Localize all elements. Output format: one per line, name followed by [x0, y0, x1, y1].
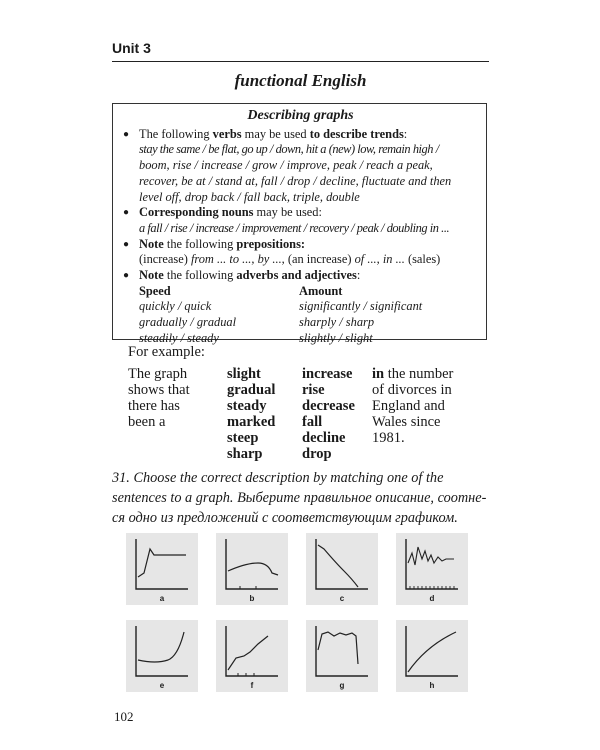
example-text: shows that [128, 382, 190, 398]
example-adjective: marked [227, 414, 276, 430]
example-column-3 [302, 366, 355, 462]
bullet-verbs: ● The following verbs may be used to describe trends: stay the same / be flat, go up / down, hit a (new) low, remain high / boom, rise / increase / grow / improve, peak / reach a peak, recover, be at / stand at, fall / drop / decline, fluctuate and then level off, drop back / fall back, triple, double [123, 127, 478, 206]
exercise-line: 31. Choose the correct description by matching one of the [112, 470, 444, 486]
page-number: 102 [114, 709, 134, 724]
example-text: England and [372, 398, 445, 414]
bullet-adverbs: ● Note the following adverbs and adjectives: Speed quickly / quick gradually / gradual steadily / steady Amount significantly / significant sharply / sharp slightly / slight [123, 268, 478, 347]
graph-b [216, 533, 288, 605]
unit-label: Unit 3 [112, 40, 151, 56]
graph-g [306, 620, 378, 692]
example-text: Wales since [372, 414, 441, 430]
verbs-line-2: boom, rise / increase / grow / improve, peak / reach a peak, [139, 158, 433, 173]
speed-column [139, 284, 299, 347]
amount-item: sharply / sharp [299, 315, 375, 330]
example-adjective: steep [227, 430, 259, 446]
speed-item: quickly / quick [139, 299, 212, 314]
bullet-prepositions: ● Note the following prepositions: (increase) from ... to ..., by ..., (an increase) of ..., in ... (sales) [123, 237, 478, 268]
example-noun: decline [302, 430, 346, 446]
graph-a-label: a [159, 594, 165, 603]
unit-rule [112, 61, 489, 62]
exercise-line: ся одно из предложений с соответствующим графиком. [112, 510, 458, 526]
example-adjective: gradual [227, 382, 276, 398]
graph-b-label: b [249, 594, 255, 603]
example-text: of divorces in [372, 382, 452, 398]
amount-header: Amount [299, 283, 343, 298]
nouns-line: a fall / rise / increase / improvement / recovery / peak / doubling in ... [139, 220, 450, 235]
example-noun: rise [302, 382, 325, 398]
verbs-line-3: recover, be at / stand at, fall / drop / decline, fluctuate and then [139, 173, 452, 188]
section-title: functional English [234, 71, 367, 90]
graph-d [396, 533, 468, 605]
example-adjective: sharp [227, 446, 263, 462]
example-noun: fall [302, 414, 323, 430]
graph-h-label: h [429, 681, 435, 690]
bullet-nouns: ● Corresponding nouns may be used: a fall / rise / increase / improvement / recovery / peak / doubling in ... [123, 205, 478, 236]
example-text: there has [128, 398, 180, 414]
box-title: Describing graphs [247, 108, 354, 123]
amount-column [299, 284, 422, 347]
graph-e [126, 620, 198, 692]
exercise-instructions [112, 468, 490, 528]
graph-f-label: f [250, 681, 254, 690]
example-noun: drop [302, 446, 332, 462]
graph-h [396, 620, 468, 692]
describing-graphs-box [112, 103, 487, 345]
graph-f [216, 620, 288, 692]
example-column-1 [128, 366, 190, 430]
graph-a [126, 533, 198, 605]
verbs-line-1: stay the same / be flat, go up / down, hit a (new) low, remain high / [139, 142, 439, 157]
amount-item: slightly / slight [299, 330, 373, 345]
example-text: 1981. [372, 430, 405, 446]
example-adjective: slight [227, 366, 261, 382]
graph-d-label: d [429, 594, 435, 603]
graph-c [306, 533, 378, 605]
example-column-2 [227, 366, 275, 462]
speed-item: gradually / gradual [139, 315, 237, 330]
example-text: in the number [372, 366, 454, 382]
example-text: been a [128, 414, 166, 430]
speed-item: steadily / steady [139, 330, 219, 345]
example-noun: decrease [302, 398, 355, 414]
example-column-4 [372, 366, 453, 446]
example-noun: increase [302, 366, 353, 382]
example-text: The graph [128, 366, 188, 382]
exercise-line: sentences to a graph. Выберите правильное описание, соотне- [112, 490, 487, 506]
graph-c-label: c [339, 594, 345, 603]
graph-e-label: e [159, 681, 165, 690]
speed-header: Speed [139, 283, 171, 298]
graph-g-label: g [339, 681, 345, 690]
amount-item: significantly / significant [299, 299, 423, 314]
example-adjective: steady [227, 398, 267, 414]
example-label: For example: [128, 344, 205, 360]
verbs-line-4: level off, drop back / fall back, triple, double [139, 189, 360, 204]
